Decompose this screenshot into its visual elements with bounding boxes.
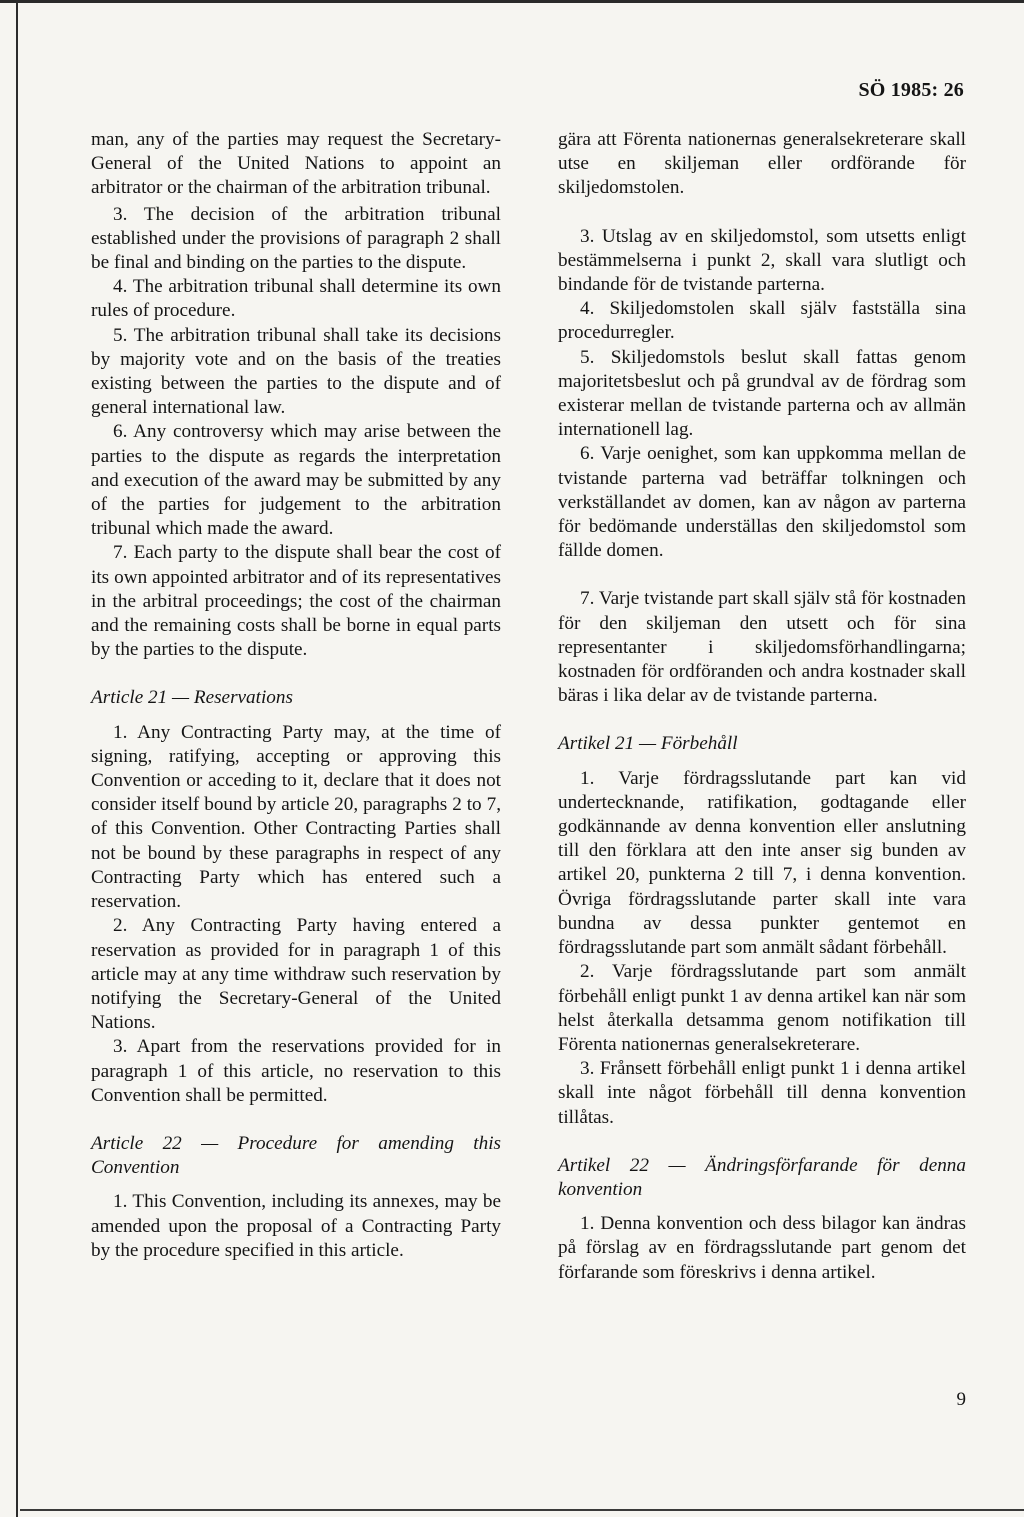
document-reference: SÖ 1985: 26: [858, 79, 964, 101]
article-21-paragraph-1: 1. Any Contracting Party may, at the time of signing, ratifying, accepting or approving this Convention or acceding to it, declare that it does not consider itself bound by article 20, paragraphs 2 to 7, of this Convention. Other Contracting Parties shall not be bound by these paragraphs in respect of any Contracting Party which has entered such a reservation.: [91, 721, 501, 913]
paragraph-7: 7. Each party to the dispute shall bear the cost of its own appointed arbitrator and of its representatives in the arbitral proceedings; the cost of the chairman and the remaining costs shall be borne in equal parts by the parties to the dispute.: [91, 542, 501, 661]
paragraph-7: 7. Varje tvistande part skall själv stå för kostnaden för den skiljeman den utsett och för sina representanter i skiljedomsförhandlingarna; kostnaden för ordföranden och andra kostnader skall bäras i lika delar av de tvistande parterna.: [558, 588, 966, 707]
article-22-paragraph-1: 1. This Convention, including its annexes, may be amended upon the proposal of a Contracting Party by the procedure specified in this article.: [91, 1191, 501, 1261]
paragraph-4: 4. The arbitration tribunal shall determine its own rules of procedure.: [91, 276, 501, 322]
paragraph-6: 6. Any controversy which may arise between the parties to the dispute as regards the interpretation and execution of the award may be submitted by any of the parties for judgement to the arbitration tribunal which made the award.: [91, 421, 501, 540]
article-21-paragraph-3: 3. Frånsett förbehåll enligt punkt 1 i denna artikel skall inte något förbehåll till denna konvention tillåtas.: [558, 1058, 966, 1128]
swedish-column: [558, 128, 966, 1285]
article-22-heading: Artikel 22 — Ändringsförfarande för denna konvention: [558, 1154, 966, 1200]
page-bottom-edge: [20, 1509, 1024, 1511]
page-left-edge: [16, 0, 18, 1517]
paragraph-5: 5. The arbitration tribunal shall take its decisions by majority vote and on the basis of the treaties existing between the parties to the dispute and of general international law.: [91, 324, 501, 419]
paragraph-3: 3. The decision of the arbitration tribunal established under the provisions of paragraph 2 shall be final and binding on the parties to the dispute.: [91, 203, 501, 274]
article-22-paragraph-1: 1. Denna konvention och dess bilagor kan ändras på förslag av en fördragsslutande part genom det förfarande som föreskrivs i denna artikel.: [558, 1213, 966, 1283]
paragraph-6: 6. Varje oenighet, som kan uppkomma mellan de tvistande parterna vad beträffar tolkningen och verkställandet av domen, kan av någon av parterna för bedömande underställas den skiljedomstol som fällde domen.: [558, 443, 966, 562]
article-21-paragraph-3: 3. Apart from the reservations provided for in paragraph 1 of this article, no reservation to this Convention shall be permitted.: [91, 1036, 501, 1106]
page-number: 9: [956, 1389, 966, 1410]
paragraph-4: 4. Skiljedomstolen skall själv fastställa sina procedurregler.: [558, 298, 966, 344]
article-21-heading: Artikel 21 — Förbehåll: [558, 733, 738, 755]
english-column: [91, 128, 501, 1263]
paragraph-continuation: gära att Förenta nationernas generalsekreterare skall utse en skiljeman eller ordförande för skiljedomstolen.: [558, 129, 966, 199]
article-22-heading: Article 22 — Procedure for amending this Convention: [91, 1132, 501, 1179]
article-21-paragraph-2: 2. Any Contracting Party having entered a reservation as provided for in paragraph 1 of this article may at any time withdraw such reservation by notifying the Secretary-General of the United Nations.: [91, 915, 501, 1034]
paragraph-continuation: man, any of the parties may request the Secretary-General of the United Nations to appoint an arbitrator or the chairman of the arbitration tribunal.: [91, 129, 501, 199]
paragraph-3: 3. Utslag av en skiljedomstol, som utsetts enligt bestämmelserna i punkt 2, skall vara slutligt och bindande för de tvistande parterna.: [558, 225, 966, 296]
page-top-edge: [0, 0, 1024, 3]
article-21-paragraph-2: 2. Varje fördragsslutande part som anmält förbehåll enligt punkt 1 av denna artikel kan när som helst återkalla detsamma genom notifikation till Förenta nationernas generalsekreterare.: [558, 961, 966, 1055]
article-21-paragraph-1: 1. Varje fördragsslutande part kan vid undertecknande, ratifikation, godtagande eller godkännande av denna konvention eller anslutning till den förklara att den inte anser sig bunden av artikel 20, punkterna 2 till 7, i denna konvention. Övriga fördragsslutande parter skall inte vara bundna av dessa punkter gentemot en fördragsslutande part som anmält sådant förbehåll.: [558, 767, 966, 959]
paragraph-5: 5. Skiljedomstols beslut skall fattas genom majoritetsbeslut och på grundval av de fördrag som existerar mellan de tvistande parterna och av allmän internationell lag.: [558, 346, 966, 441]
article-21-heading: Article 21 — Reservations: [91, 687, 293, 709]
